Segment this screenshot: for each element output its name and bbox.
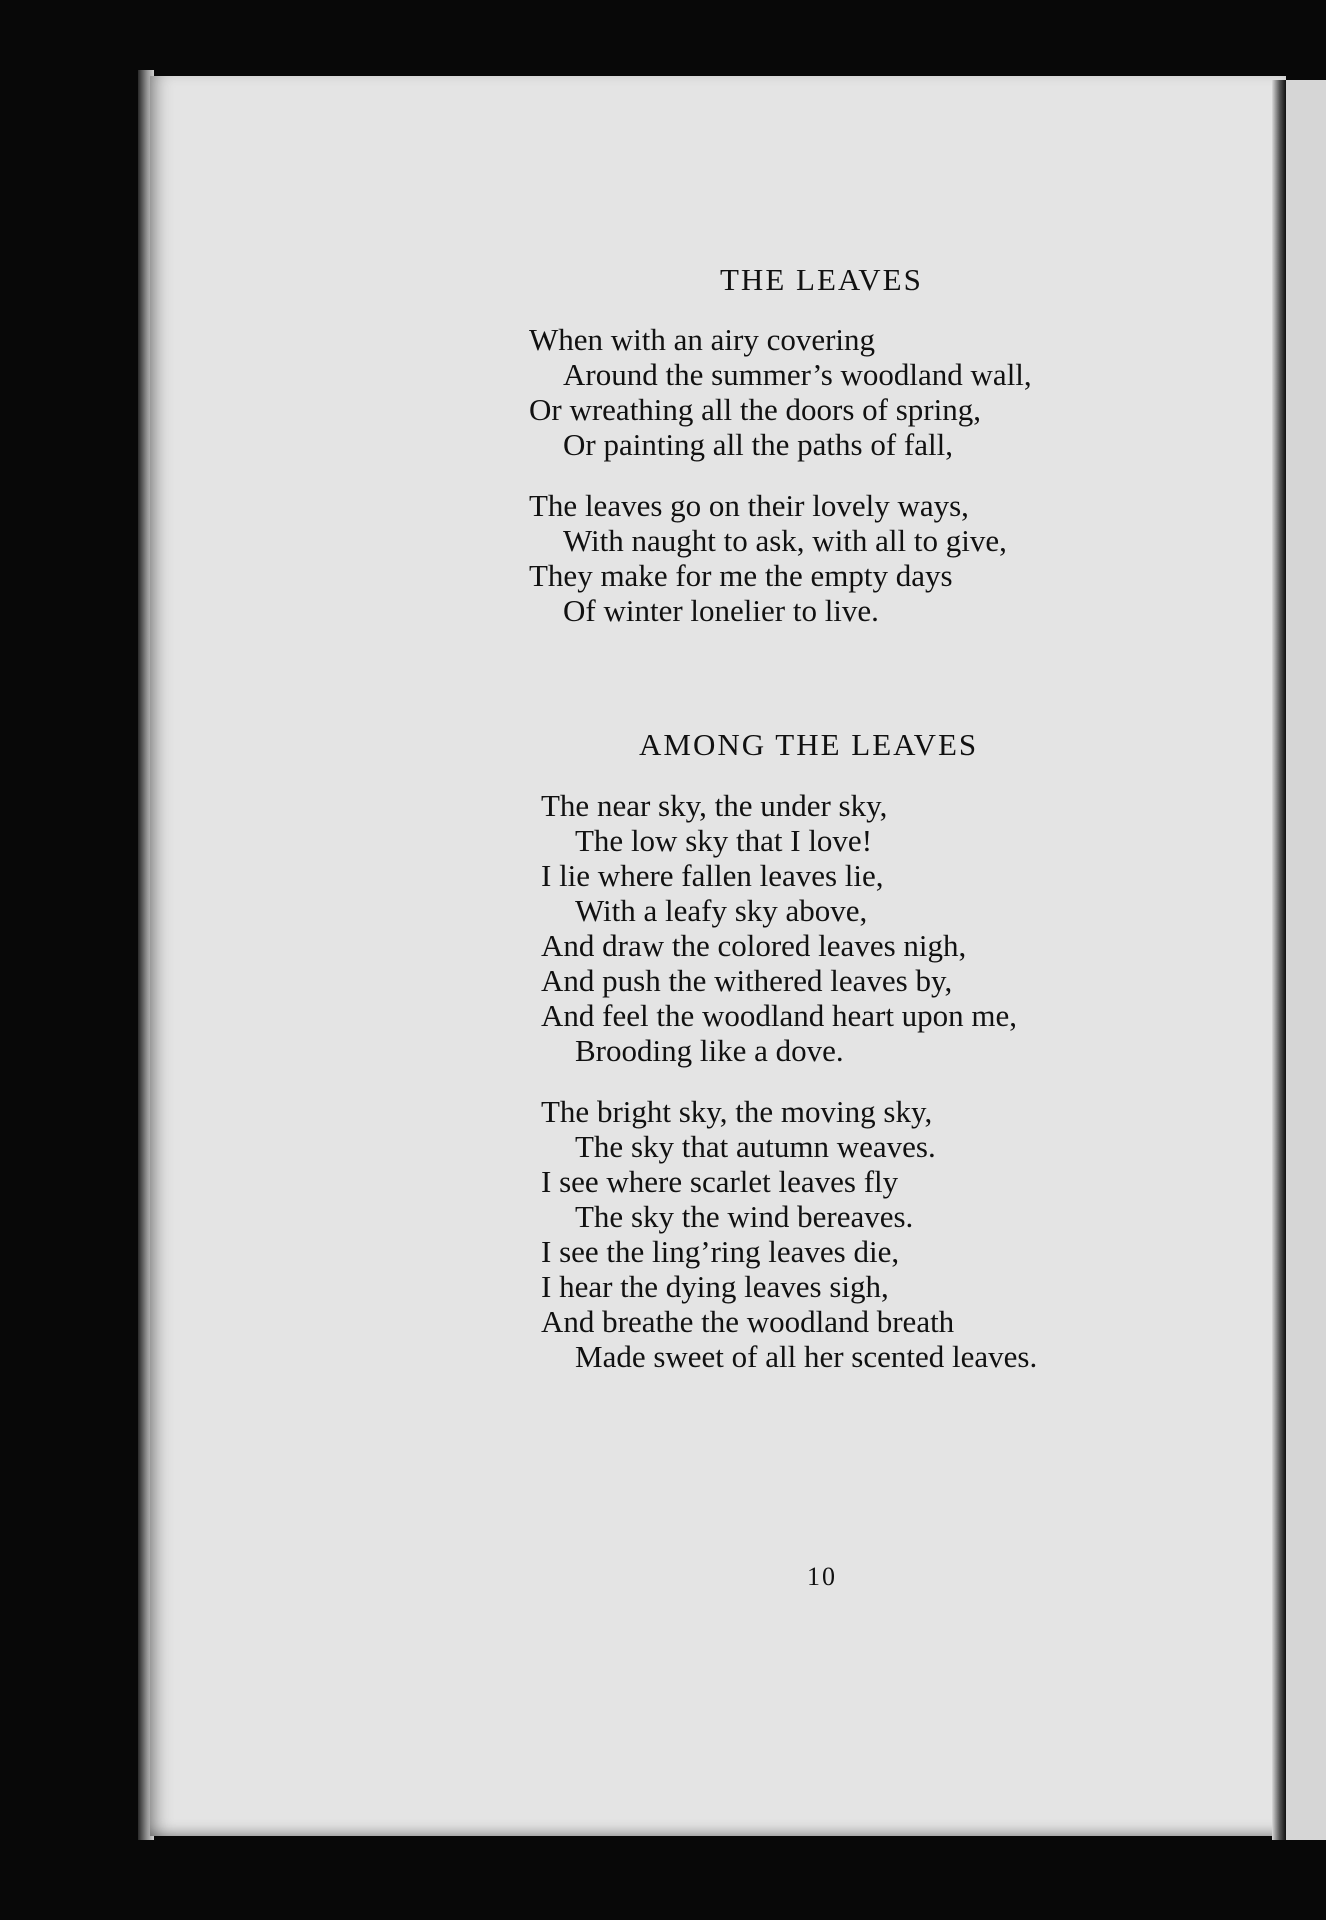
poem-line: The near sky, the under sky, (541, 788, 888, 823)
poem-line: And breathe the woodland breath (541, 1304, 955, 1339)
facing-page-edge (1286, 80, 1326, 1840)
poem-title-among-the-leaves: AMONG THE LEAVES (639, 727, 979, 762)
book-gutter (1272, 80, 1286, 1840)
poem-line: I see the ling’ring leaves die, (541, 1234, 900, 1269)
poem-line: Of winter lonelier to live. (563, 593, 879, 628)
poem-the-leaves (529, 322, 1032, 628)
poem-among-the-leaves (541, 788, 1037, 1374)
poem-line: The low sky that I love! (575, 823, 873, 858)
poem-line: I see where scarlet leaves fly (541, 1164, 899, 1199)
poem-line: With a leafy sky above, (575, 893, 868, 928)
poem-line: I lie where fallen leaves lie, (541, 858, 884, 893)
poem-line: Around the summer’s woodland wall, (563, 357, 1032, 392)
poem-line: I hear the dying leaves sigh, (541, 1269, 889, 1304)
poem-line: Or wreathing all the doors of spring, (529, 392, 981, 427)
poem-line: They make for me the empty days (529, 558, 953, 593)
poem-line: The leaves go on their lovely ways, (529, 488, 969, 523)
page-number: 10 (807, 1562, 837, 1591)
poem-line: And feel the woodland heart upon me, (541, 998, 1018, 1033)
poem-line: And draw the colored leaves nigh, (541, 928, 967, 963)
poem-line: When with an airy covering (529, 322, 876, 357)
poem-line: Or painting all the paths of fall, (563, 427, 953, 462)
stanza-gap (541, 1068, 1037, 1094)
poem-line: The sky that autumn weaves. (575, 1129, 936, 1164)
poem-line: Made sweet of all her scented leaves. (575, 1339, 1038, 1374)
stanza-gap (529, 462, 1032, 488)
poem-line: The sky the wind bereaves. (575, 1199, 914, 1234)
poem-title-the-leaves: THE LEAVES (720, 262, 923, 297)
poem-line: With naught to ask, with all to give, (563, 523, 1007, 558)
poem-line: And push the withered leaves by, (541, 963, 953, 998)
poem-line: Brooding like a dove. (575, 1033, 844, 1068)
poem-line: The bright sky, the moving sky, (541, 1094, 933, 1129)
